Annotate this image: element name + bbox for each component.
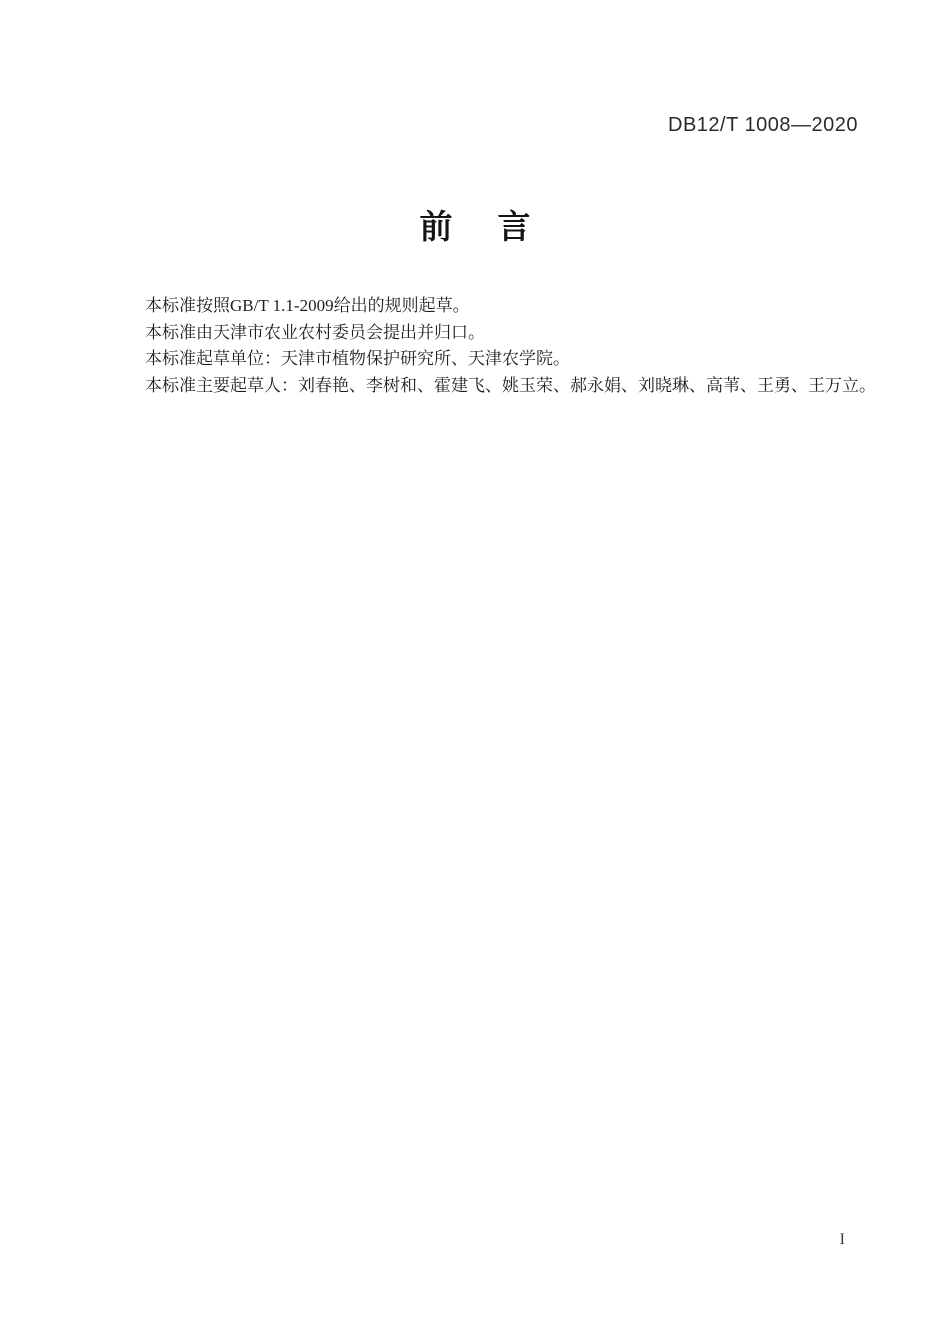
paragraph-proposed-by: 本标准由天津市农业农村委员会提出并归口。 <box>145 322 485 342</box>
foreword-body <box>145 293 880 399</box>
paragraph-main-drafters: 本标准主要起草人：刘春艳、李树和、霍建飞、姚玉荣、郝永娟、刘晓琳、高苇、王勇、王万立。 <box>145 375 876 395</box>
page-title-char-2: 言 <box>497 208 531 245</box>
page-title-char-1: 前 <box>419 208 453 245</box>
page-title <box>0 208 950 246</box>
paragraph-drafting-rules: 本标准按照GB/T 1.1-2009给出的规则起草。 <box>145 296 470 315</box>
page-number: I <box>839 1231 845 1248</box>
standard-doc-number: DB12/T 1008—2020 <box>668 114 858 136</box>
paragraph-drafting-organizations: 本标准起草单位：天津市植物保护研究所、天津农学院。 <box>145 349 570 368</box>
